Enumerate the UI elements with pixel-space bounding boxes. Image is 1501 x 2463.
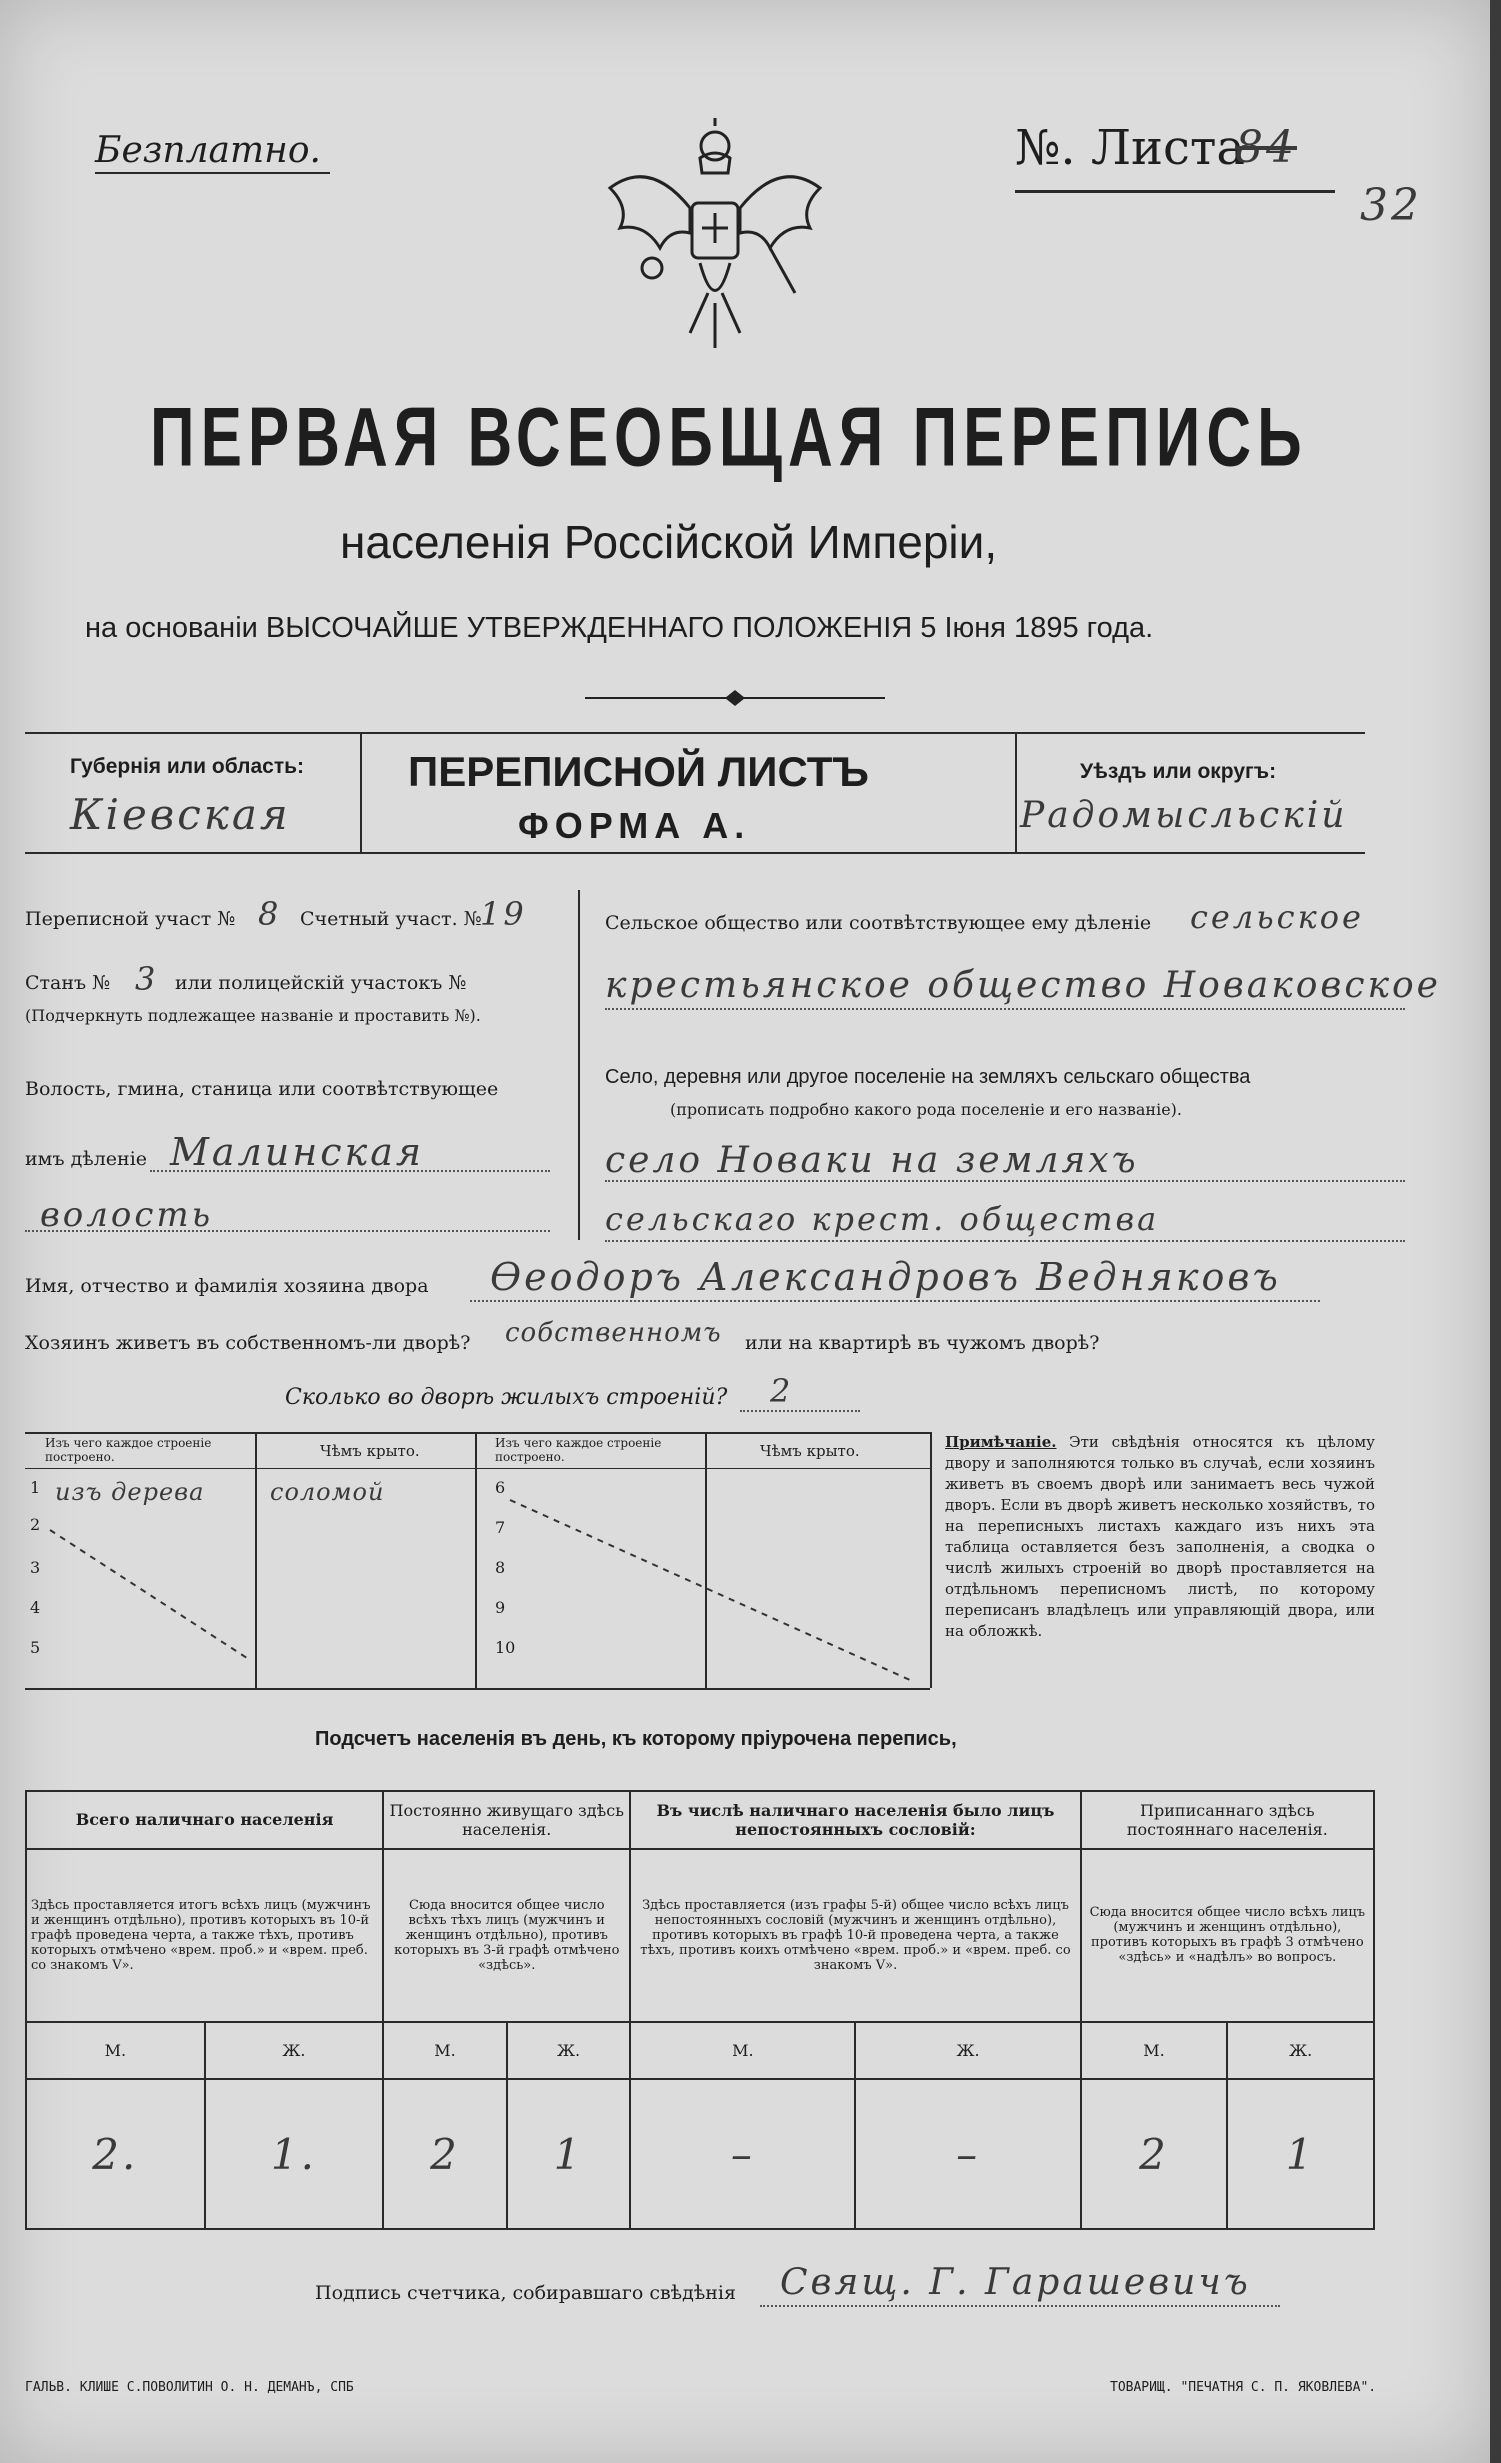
count-value: – <box>630 2079 855 2229</box>
count-value: 1 <box>507 2079 631 2229</box>
count-heading: Подсчетъ населенія въ день, къ которому пріурочена перепись, <box>315 1728 957 1750</box>
basis-line: на основаніи ВЫСОЧАЙШЕ УТВЕРЖДЕННАГО ПОЛОЖЕНІЯ 5 Іюня 1895 года. <box>85 612 1154 644</box>
count-col4-title: Приписаннаго здѣсь постояннаго населенія. <box>1081 1791 1374 1849</box>
buildings-col4: Чѣмъ крыто. <box>760 1442 860 1460</box>
imperial-eagle-icon <box>590 118 840 368</box>
owner-value: Ѳеодоръ Александровъ Ведняковъ <box>490 1255 1281 1299</box>
sheet-number-alt: 32 <box>1360 180 1422 231</box>
volost-label2: имъ дѣленіе <box>25 1148 148 1170</box>
count-col1-text: Здѣсь проставляется итогъ всѣхъ лицъ (мужчинъ и женщинъ отдѣльно), противъ которыхъ въ 10-й графѣ проведена черта, а также тѣхъ, противъ которыхъ отмѣчено «врем. проб.» и «врем. преб. со знакомъ V». <box>26 1849 383 2022</box>
count-table <box>25 1790 1375 2230</box>
count-col2-text: Сюда вносится общее число всѣхъ тѣхъ лицъ (мужчинъ и женщинъ отдѣльно), противъ которыхъ въ 3-й графѣ отмѣчено «здѣсь». <box>383 1849 630 2022</box>
row-num: 3 <box>30 1558 41 1577</box>
row-num: 4 <box>30 1598 41 1617</box>
free-label: Безплатно. <box>95 130 321 171</box>
village-note: (прописать подробно какого рода поселеніе и его названіе). <box>670 1100 1182 1119</box>
footer-left: ГАЛЬВ. КЛИШЕ С.ПОВОЛИТИН О. Н. ДЕМАНЪ, СПБ <box>25 2380 354 2395</box>
stan-value: 3 <box>135 960 159 998</box>
count-col4-text: Сюда вносится общее число всѣхъ лицъ (мужчинъ и женщинъ отдѣльно), противъ которыхъ въ графѣ 3 отмѣчено «здѣсь» и «надѣлъ» во вопросъ. <box>1081 1849 1374 2022</box>
buildings-label: Сколько во дворѣ жилыхъ строеній? <box>285 1385 728 1410</box>
stan-label: Станъ № <box>25 972 111 994</box>
count-col3-text: Здѣсь проставляется (изъ графы 5-й) общее число всѣхъ лицъ непостоянныхъ сословій (мужчинъ и женщинъ отдѣльно), противъ которыхъ въ графѣ 10-й проведена черта, а также тѣхъ, противъ коихъ отмѣчено «врем. проб.» и «врем. преб. со знакомъ V». <box>630 1849 1080 2022</box>
buildings-col3: Изъ чего каждое строеніе построено. <box>495 1436 662 1464</box>
ornament-divider <box>585 688 885 708</box>
signature-label: Подпись счетчика, собиравшаго свѣдѣнія <box>315 2282 736 2304</box>
building-material: изъ дерева <box>55 1478 205 1506</box>
count-col2-title: Постоянно живущаго здѣсь населенія. <box>383 1791 630 1849</box>
note-heading: Примѣчаніе. <box>945 1433 1057 1451</box>
form-title: ПЕРЕПИСНОЙ ЛИСТЪ <box>408 748 869 795</box>
page-subtitle: населенія Россійской Имперіи, <box>340 516 998 568</box>
count-value: 2 <box>383 2079 507 2229</box>
census-district-label: Переписной участ № <box>25 908 236 930</box>
footer-right: ТОВАРИЩ. "ПЕЧАТНЯ С. П. ЯКОВЛЕВА". <box>1110 2380 1377 2395</box>
village-value2: сельскаго крест. общества <box>605 1200 1160 1238</box>
scan-edge <box>1490 0 1501 2463</box>
f-label: Ж. <box>205 2022 384 2080</box>
m-label: М. <box>26 2022 205 2080</box>
count-value: 2 <box>1081 2079 1228 2229</box>
m-label: М. <box>383 2022 507 2080</box>
count-value: 2. <box>26 2079 205 2229</box>
village-value1: село Новаки на земляхъ <box>605 1140 1139 1181</box>
province-label: Губернія или область: <box>70 755 305 778</box>
buildings-value: 2 <box>770 1372 794 1410</box>
signature-value: Свящ. Г. Гарашевичъ <box>780 2262 1251 2303</box>
row-num: 10 <box>495 1638 516 1657</box>
police-note: (Подчеркнуть подлежащее названіе и проставить №). <box>25 1006 481 1025</box>
row-num: 1 <box>30 1478 41 1497</box>
residence-label: Хозяинъ живетъ въ собственномъ-ли дворѣ? <box>25 1332 471 1354</box>
m-label: М. <box>630 2022 855 2080</box>
residence-value: собственномъ <box>505 1318 722 1348</box>
row-num: 2 <box>30 1515 41 1534</box>
society-label: Сельское общество или соотвѣтствующее ему дѣленіе <box>605 912 1152 934</box>
owner-label: Имя, отчество и фамилія хозяина двора <box>25 1275 429 1297</box>
volost-label: Волость, гмина, станица или соотвѣтствующее <box>25 1078 499 1100</box>
village-label: Село, деревня или другое поселеніе на земляхъ сельскаго общества <box>605 1066 1251 1088</box>
police-label: или полицейскій участокъ № <box>175 972 467 994</box>
row-num: 9 <box>495 1598 506 1617</box>
row-num: 5 <box>30 1638 41 1657</box>
buildings-col1: Изъ чего каждое строеніе построено. <box>45 1436 212 1464</box>
residence-label2: или на квартирѣ въ чужомъ дворѣ? <box>745 1332 1100 1354</box>
form-subtitle: ФОРМА А. <box>518 805 751 846</box>
f-label: Ж. <box>507 2022 631 2080</box>
count-col1-title: Всего наличнаго населенія <box>26 1791 383 1849</box>
volost-value1: Малинская <box>170 1130 425 1174</box>
page-title: ПЕРВАЯ ВСЕОБЩАЯ ПЕРЕПИСЬ <box>150 391 1308 485</box>
f-label: Ж. <box>855 2022 1080 2080</box>
dash-lines <box>30 1490 930 1690</box>
building-roof: соломой <box>270 1478 385 1506</box>
count-value: 1. <box>205 2079 384 2229</box>
count-value: – <box>855 2079 1080 2229</box>
volost-value2: волость <box>40 1195 214 1235</box>
f-label: Ж. <box>1227 2022 1374 2080</box>
count-col3-title: Въ числѣ наличнаго населенія было лицъ непостоянныхъ сословій: <box>630 1791 1080 1849</box>
sheet-label: №. Листа <box>1015 120 1246 176</box>
row-num: 6 <box>495 1478 506 1497</box>
note-text: Эти свѣдѣнія относятся къ цѣлому двору и заполняются только въ случаѣ, если хозяинъ живетъ въ своемъ дворѣ или занимаетъ весь чужой дворъ. Если въ дворѣ живетъ несколько хозяйствъ, то на переписныхъ листахъ каждаго изъ нихъ эта таблица оставляется безъ заполненія, а сводка о числѣ жилыхъ строеній во дворѣ проставляется на отдѣльномъ переписномъ листѣ, по которому переписанъ владѣлецъ или управляющій двора, или на обложкѣ. <box>945 1433 1375 1640</box>
census-district-value: 8 <box>258 895 282 933</box>
m-label: М. <box>1081 2022 1228 2080</box>
district-value: Радомысльскій <box>1020 795 1348 836</box>
note-block <box>945 1432 1375 1642</box>
count-district-value: 19 <box>480 895 527 933</box>
province-value: Кіевская <box>70 790 291 839</box>
society-value1: сельское <box>1190 898 1364 936</box>
society-value2: крестьянское общество Новаковское <box>605 965 1441 1006</box>
sheet-number: 84 <box>1235 122 1297 173</box>
count-value: 1 <box>1227 2079 1374 2229</box>
buildings-col2: Чѣмъ крыто. <box>320 1442 420 1460</box>
district-label: Уѣздъ или округъ: <box>1080 760 1277 783</box>
row-num: 7 <box>495 1518 506 1537</box>
count-district-label: Счетный участ. № <box>300 908 482 930</box>
row-num: 8 <box>495 1558 506 1577</box>
